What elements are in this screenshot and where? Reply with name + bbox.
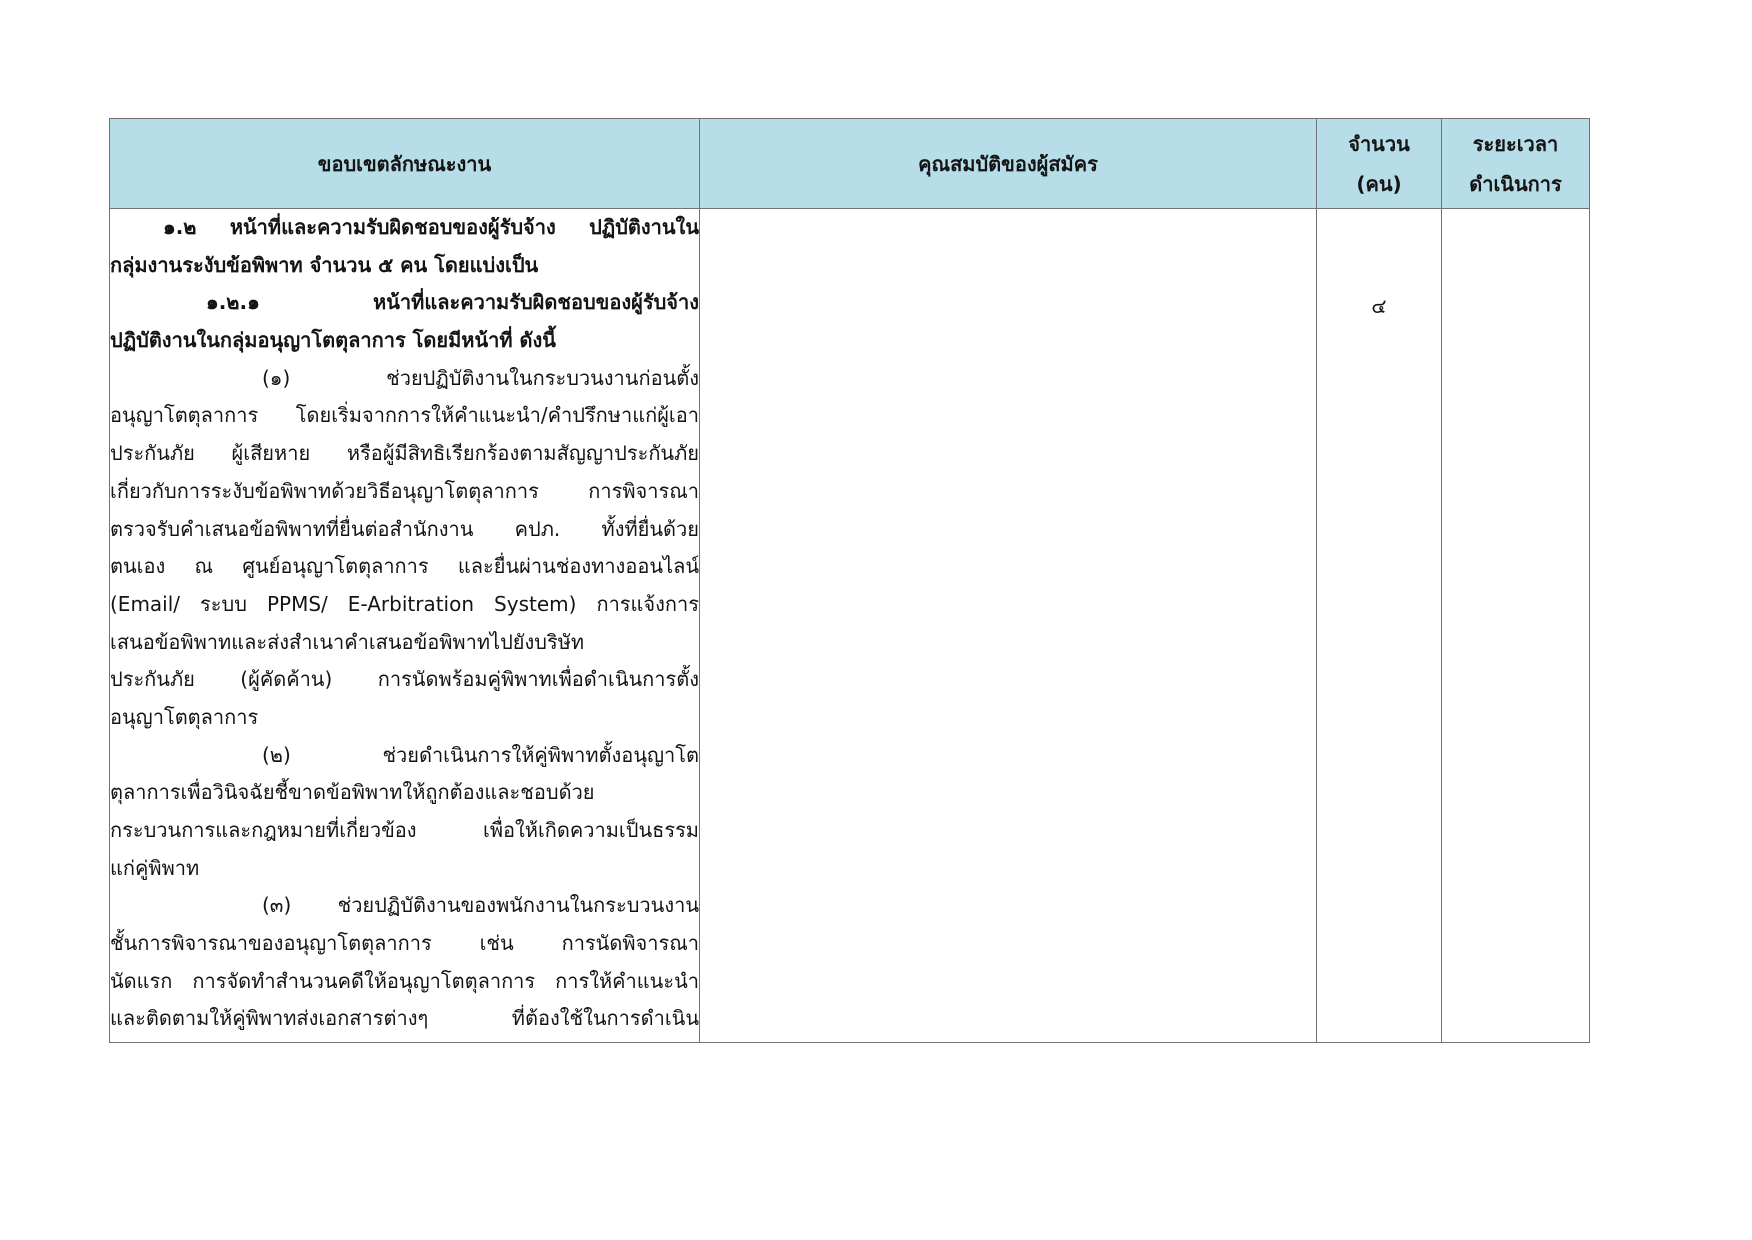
scope-line: (๒) ช่วยดำเนินการให้คู่พิพาทตั้งอนุญาโต <box>262 742 699 767</box>
scope-line: อนุญาโตตุลาการ โดยเริ่มจากการให้คำแนะนำ/คำปรึกษาแก่ผู้เอา <box>110 403 699 428</box>
scope-line: ชั้นการพิจารณาของอนุญาโตตุลาการ เช่น การนัดพิจารณา <box>110 931 699 956</box>
scope-line: (Email/ ระบบ PPMS/ E-Arbitration System) การแจ้งการ <box>110 591 699 616</box>
scope-line: อนุญาโตตุลาการ <box>110 704 259 729</box>
scope-line: ตนเอง ณ ศูนย์อนุญาโตตุลาการ และยื่นผ่านช่องทางออนไลน์ <box>110 554 699 579</box>
header-count <box>1317 119 1442 209</box>
scope-line: กลุ่มงานระงับข้อพิพาท จำนวน ๕ คน โดยแบ่งเป็น <box>110 252 539 277</box>
header-count-unit: (คน) <box>1356 171 1402 196</box>
table-row <box>110 209 1590 1043</box>
cell-count <box>1317 209 1442 1043</box>
table-body <box>110 209 1590 1043</box>
header-qualifications <box>700 119 1317 209</box>
header-duration <box>1442 119 1590 209</box>
scope-line: (๓) ช่วยปฏิบัติงานของพนักงานในกระบวนงาน <box>262 893 699 918</box>
scope-line: (๑) ช่วยปฏิบัติงานในกระบวนงานก่อนตั้ง <box>262 365 699 390</box>
header-scope-label: ขอบเขตลักษณะงาน <box>317 151 492 176</box>
scope-line: เสนอข้อพิพาทและส่งสำเนาคำเสนอข้อพิพาทไปยังบริษัท <box>110 629 585 654</box>
header-duration-label: ระยะเวลา <box>1472 131 1559 156</box>
cell-duration <box>1442 209 1590 1043</box>
scope-line: ๑.๒.๑ หน้าที่และความรับผิดชอบของผู้รับจ้าง <box>206 290 699 315</box>
scope-line: ตุลาการเพื่อวินิจฉัยชี้ขาดข้อพิพาทให้ถูกต้องและชอบด้วย <box>110 780 595 805</box>
table-header <box>110 119 1590 209</box>
scope-line: ตรวจรับคำเสนอข้อพิพาทที่ยื่นต่อสำนักงาน คปภ. ทั้งที่ยื่นด้วย <box>110 516 699 541</box>
cell-qualifications <box>700 209 1317 1043</box>
scope-line: ๑.๒ หน้าที่และความรับผิดชอบของผู้รับจ้าง ปฏิบัติงานใน <box>163 215 699 239</box>
header-scope <box>110 119 700 209</box>
scope-line: กระบวนการและกฎหมายที่เกี่ยวข้อง เพื่อให้เกิดความเป็นธรรม <box>110 818 699 842</box>
header-row <box>110 119 1590 209</box>
header-qualifications-label: คุณสมบัติของผู้สมัคร <box>918 151 1098 176</box>
scope-line: เกี่ยวกับการระงับข้อพิพาทด้วยวิธีอนุญาโตตุลาการ การพิจารณา <box>110 478 699 503</box>
scope-line: ประกันภัย (ผู้คัดค้าน) การนัดพร้อมคู่พิพาทเพื่อดำเนินการตั้ง <box>110 667 699 692</box>
scope-table <box>109 118 1590 1043</box>
scope-line: และติดตามให้คู่พิพาทส่งเอกสารต่างๆ ที่ต้องใช้ในการดำเนิน <box>110 1006 699 1031</box>
count-value: ๔ <box>1371 294 1387 318</box>
header-duration-label-2: ดำเนินการ <box>1469 171 1562 196</box>
header-count-label: จำนวน <box>1348 131 1410 156</box>
scope-line: นัดแรก การจัดทำสำนวนคดีให้อนุญาโตตุลาการ การให้คำแนะนำ <box>110 968 699 993</box>
scope-line: ประกันภัย ผู้เสียหาย หรือผู้มีสิทธิเรียกร้องตามสัญญาประกันภัย <box>110 441 699 466</box>
scope-line: แก่คู่พิพาท <box>110 855 200 880</box>
scope-line: ปฏิบัติงานในกลุ่มอนุญาโตตุลาการ โดยมีหน้าที่ ดังนี้ <box>110 328 556 353</box>
cell-scope <box>110 209 700 1043</box>
